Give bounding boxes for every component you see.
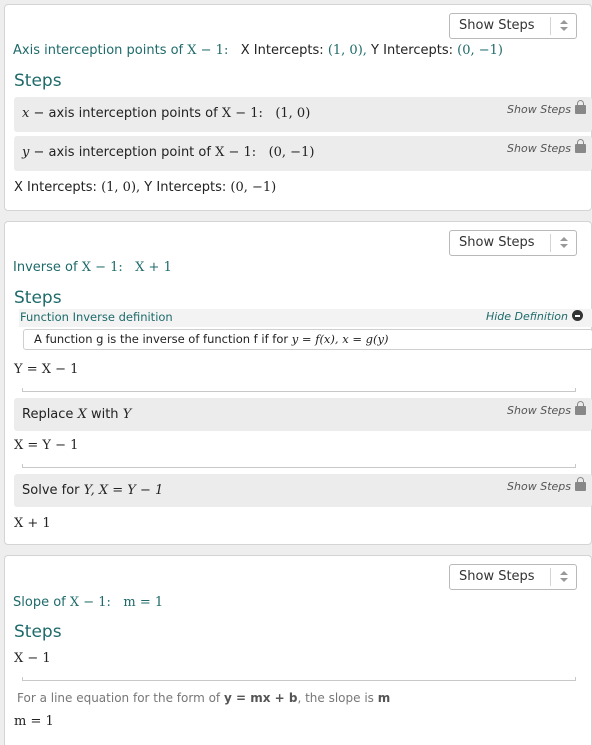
step-y-intercept: y − axis interception point of X − 1: (0, −1) Show Steps (14, 136, 592, 171)
dropdown-value: Show Steps (459, 235, 535, 250)
lock-icon (575, 406, 586, 415)
steps-heading: Steps (14, 71, 62, 91)
axis-intercepts-card (4, 4, 592, 211)
chevron-updown-icon (550, 17, 576, 35)
steps-heading: Steps (14, 622, 62, 642)
step-replace: Replace X with Y Show Steps (14, 398, 592, 431)
show-steps-dropdown[interactable] (449, 564, 577, 590)
divider (23, 467, 575, 468)
slope-card (4, 555, 592, 745)
chevron-updown-icon (550, 568, 576, 586)
step-solve: Solve for Y, X = Y − 1 Show Steps (14, 474, 592, 507)
minus-circle-icon (572, 310, 583, 321)
definition-title: Function Inverse definition (20, 310, 173, 324)
final-answer: m = 1 (14, 714, 54, 729)
step-x-intercept: x − axis interception points of X − 1: (1, 0) Show Steps (14, 97, 592, 132)
show-steps-link[interactable]: Show Steps (507, 103, 586, 116)
final-answer: X Intercepts: (1, 0), Y Intercepts: (0, −1) (14, 180, 277, 195)
final-answer: X + 1 (14, 516, 51, 531)
result-line: Slope of X − 1: m = 1 (13, 595, 164, 610)
show-steps-dropdown[interactable] (449, 13, 577, 39)
lock-icon (575, 482, 586, 491)
lock-icon (575, 144, 586, 153)
show-steps-link[interactable]: Show Steps (507, 142, 586, 155)
show-steps-dropdown[interactable] (449, 230, 577, 256)
show-steps-link[interactable]: Show Steps (507, 480, 586, 493)
definition-box: A function g is the inverse of function f if for y = f(x), x = g(y) (23, 329, 592, 350)
divider (23, 391, 575, 392)
chevron-updown-icon (550, 234, 576, 252)
result-line: Inverse of X − 1: X + 1 (13, 260, 172, 275)
slope-note: For a line equation for the form of y = mx + b, the slope is m (17, 691, 391, 705)
equation-2: X = Y − 1 (14, 438, 79, 453)
equation-1: Y = X − 1 (14, 362, 79, 377)
show-steps-link[interactable]: Show Steps (507, 404, 586, 417)
dropdown-value: Show Steps (459, 18, 535, 33)
dropdown-value: Show Steps (459, 569, 535, 584)
equation-1: X − 1 (14, 651, 51, 666)
hide-definition-link[interactable]: Hide Definition (486, 310, 583, 323)
steps-heading: Steps (14, 288, 62, 308)
divider (23, 680, 575, 681)
result-line: Axis interception points of X − 1: X Intercepts: (1, 0), Y Intercepts: (0, −1) (13, 43, 503, 58)
inverse-card (4, 221, 592, 545)
lock-icon (575, 105, 586, 114)
